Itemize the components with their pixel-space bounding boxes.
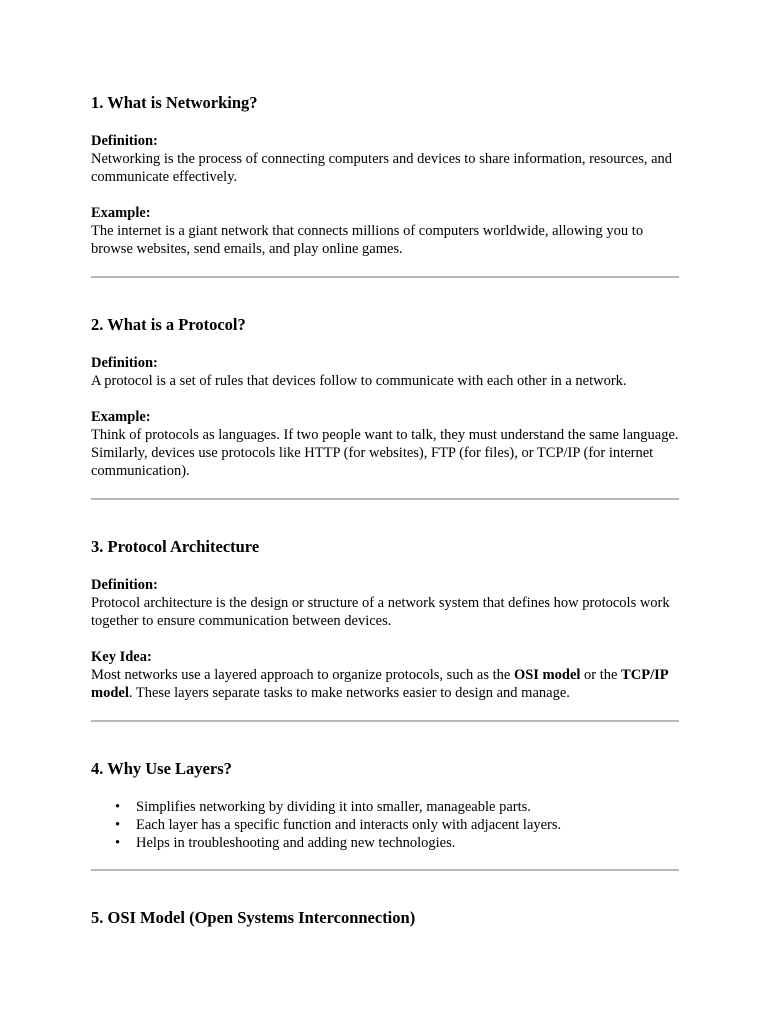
bullet-icon: • xyxy=(115,799,121,815)
bullet-icon: • xyxy=(115,835,121,851)
document-content xyxy=(91,92,679,947)
section-title: 5. OSI Model (Open Systems Interconnection) xyxy=(91,908,416,927)
definition-label: Definition: xyxy=(91,133,158,149)
key-idea-text-part: or the xyxy=(580,667,622,683)
definition-label: Definition: xyxy=(91,355,158,371)
section-divider xyxy=(91,276,679,278)
section-title: 1. What is Networking? xyxy=(91,93,258,112)
section-networking xyxy=(91,92,679,258)
example-label: Example: xyxy=(91,205,151,221)
key-idea-text xyxy=(91,666,679,702)
key-idea-text-part: Most networks use a layered approach to organize protocols, such as the xyxy=(91,667,514,683)
section-protocol xyxy=(91,314,679,480)
tcpip-model-term: TCP/IP model xyxy=(91,667,668,701)
bullet-list xyxy=(91,798,679,852)
section-why-layers xyxy=(91,758,679,852)
list-item-text: Simplifies networking by dividing it into smaller, manageable parts. xyxy=(136,799,531,815)
example-text: The internet is a giant network that connects millions of computers worldwide, allowing you to browse websites, send emails, and play online games. xyxy=(91,223,644,257)
example-label: Example: xyxy=(91,409,151,425)
section-divider xyxy=(91,869,679,871)
list-item xyxy=(115,798,679,816)
definition-text: Protocol architecture is the design or structure of a network system that defines how protocols work together to ensure communication between devices. xyxy=(91,595,670,629)
section-divider xyxy=(91,498,679,500)
list-item xyxy=(115,834,679,852)
list-item-text: Each layer has a specific function and interacts only with adjacent layers. xyxy=(136,817,562,833)
list-item-text: Helps in troubleshooting and adding new technologies. xyxy=(136,835,456,851)
key-idea-label: Key Idea: xyxy=(91,649,152,665)
section-divider xyxy=(91,720,679,722)
definition-text: Networking is the process of connecting computers and devices to share information, resources, and communicate effectively. xyxy=(91,151,673,185)
section-title: 4. Why Use Layers? xyxy=(91,759,232,778)
section-title: 2. What is a Protocol? xyxy=(91,315,246,334)
section-title: 3. Protocol Architecture xyxy=(91,537,260,556)
bullet-icon: • xyxy=(115,817,121,833)
definition-text: A protocol is a set of rules that devices follow to communicate with each other in a network. xyxy=(91,373,627,389)
example-text: Think of protocols as languages. If two people want to talk, they must understand the same language. Similarly, devices use protocols like HTTP (for websites), FTP (for files), or TCP/IP (for internet communication). xyxy=(91,427,679,479)
section-protocol-architecture xyxy=(91,536,679,702)
definition-label: Definition: xyxy=(91,577,158,593)
list-item xyxy=(115,816,679,834)
key-idea-text-part: . These layers separate tasks to make networks easier to design and manage. xyxy=(128,685,570,701)
section-osi-model xyxy=(91,907,679,929)
osi-model-term: OSI model xyxy=(513,667,581,683)
